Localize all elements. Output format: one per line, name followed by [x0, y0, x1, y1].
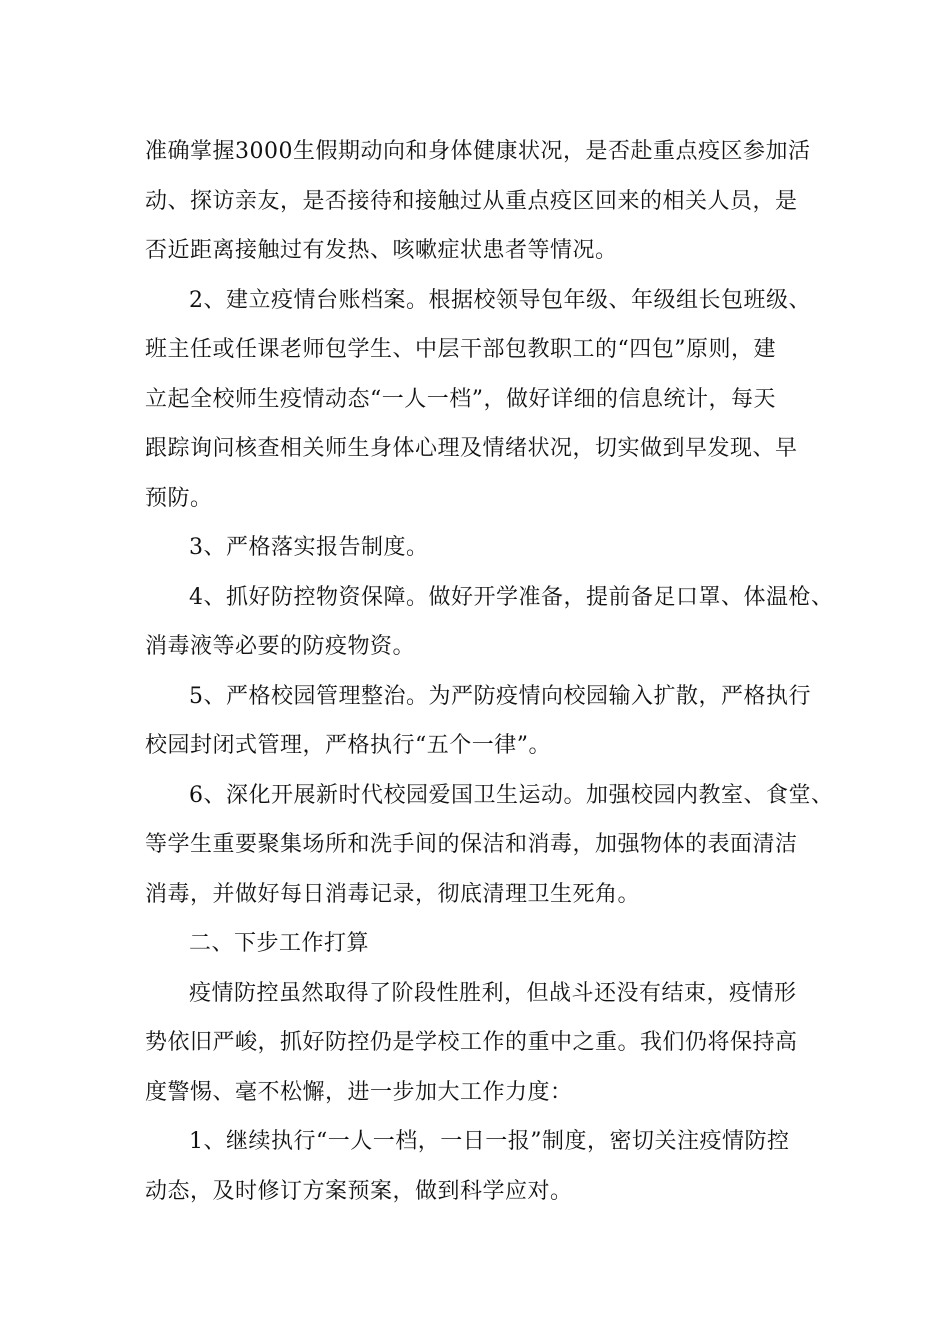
text-line: 消毒液等必要的防疫物资。	[145, 634, 416, 659]
text-line: 势依旧严峻，抓好防控仍是学校工作的重中之重。我们仍将保持高	[145, 1030, 798, 1055]
text-line: 二、下步工作打算	[189, 931, 370, 956]
text-line: 1、继续执行“一人一档，一日一报”制度，密切关注疫情防控	[189, 1129, 790, 1154]
document-body	[145, 127, 834, 1216]
text-line: 立起全校师生疫情动态“一人一档”，做好详细的信息统计，每天	[145, 386, 776, 412]
text-line: 疫情防控虽然取得了阶段性胜利，但战斗还没有结束，疫情形	[189, 980, 797, 1006]
text-line: 动、探访亲友，是否接待和接触过从重点疫区回来的相关人员，是	[145, 188, 798, 214]
text-line: 2、建立疫情台账档案。根据校领导包年级、年级组长包班级、	[189, 287, 811, 313]
paragraph-hygiene-campaign	[145, 771, 834, 920]
text-line: 跟踪询问核查相关师生身体心理及情绪状况，切实做到早发现、早	[145, 436, 798, 461]
paragraph-continue-reporting	[145, 1117, 813, 1216]
section-heading-next-steps	[145, 919, 813, 969]
text-line: 消毒，并做好每日消毒记录，彻底清理卫生死角。	[145, 881, 641, 907]
text-line: 5、严格校园管理整治。为严防疫情向校园输入扩散，严格执行	[189, 683, 811, 709]
paragraph-epidemic-archive	[145, 276, 813, 524]
paragraph-supplies	[145, 573, 834, 672]
text-line: 等学生重要聚集场所和洗手间的保洁和消毒，加强物体的表面清洁	[145, 832, 798, 857]
text-line: 准确掌握3000生假期动向和身体健康状况，是否赴重点疫区参加活	[145, 139, 811, 164]
text-line: 度警惕、毫不松懈，进一步加大工作力度：	[145, 1079, 573, 1105]
text-line: 3、严格落实报告制度。	[189, 535, 429, 560]
text-line: 4、抓好防控物资保障。做好开学准备，提前备足口罩、体温枪、	[189, 584, 834, 610]
paragraph-student-status	[145, 127, 813, 276]
text-line: 预防。	[145, 485, 213, 511]
text-line: 否近距离接触过有发热、咳嗽症状患者等情况。	[145, 238, 618, 263]
text-line: 6、深化开展新时代校园爱国卫生运动。加强校园内教室、食堂、	[189, 782, 834, 808]
paragraph-next-steps-intro	[145, 969, 813, 1118]
text-line: 动态，及时修订方案预案，做到科学应对。	[145, 1178, 573, 1204]
text-line: 校园封闭式管理，严格执行“五个一律”。	[145, 733, 551, 758]
text-line: 班主任或任课老师包学生、中层干部包教职工的“四包”原则，建	[145, 337, 776, 362]
paragraph-campus-management	[145, 672, 813, 771]
paragraph-reporting-system	[145, 523, 813, 573]
